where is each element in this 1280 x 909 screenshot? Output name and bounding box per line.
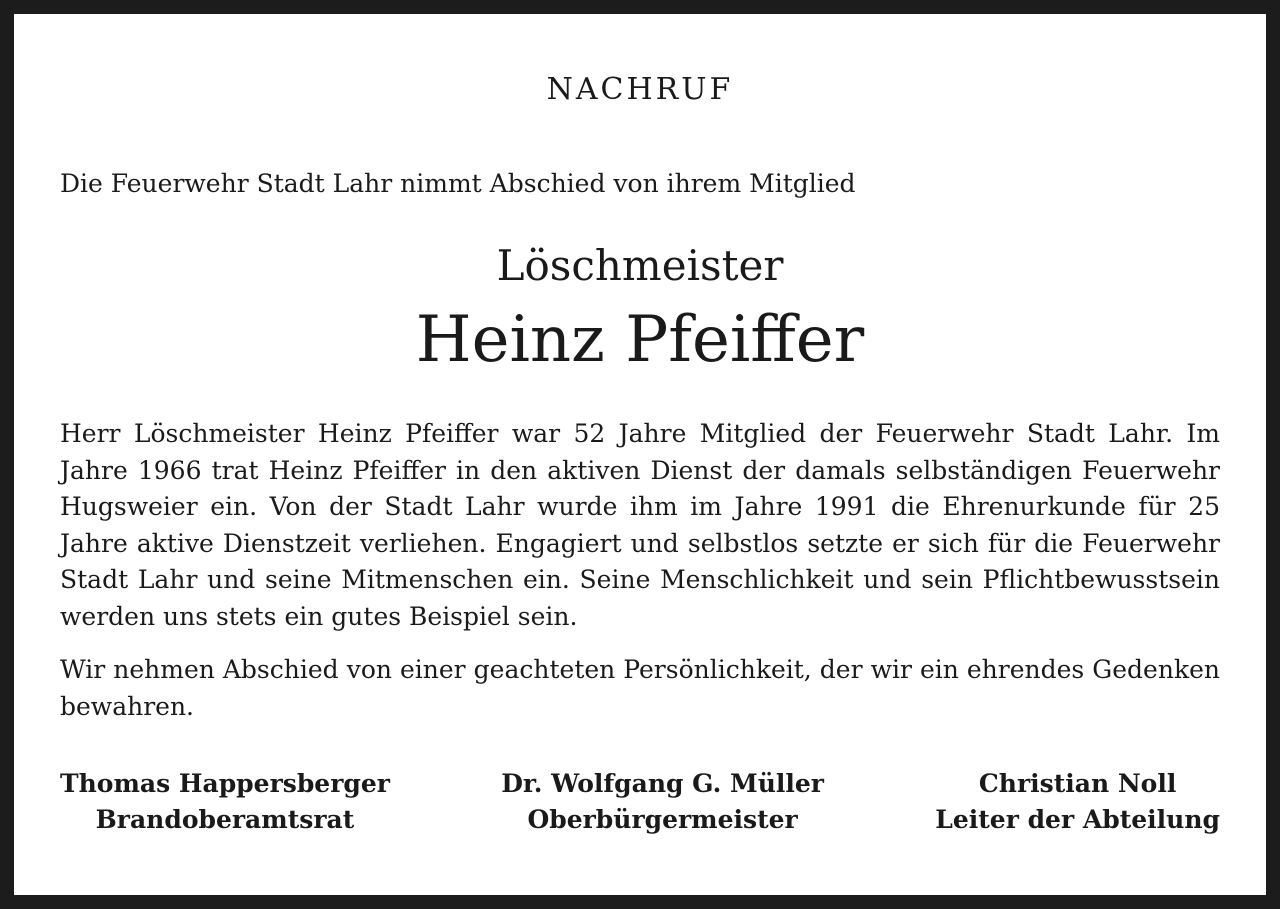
deceased-name: Heinz Pfeiffer — [415, 303, 865, 377]
tribute-paragraph: Herr Löschmeister Heinz Pfeiffer war 52 Jahre Mitglied der Feuerwehr Stadt Lahr. Im Jahre 1966 trat Heinz Pfeiffer in den aktiven Dienst der damals selbständigen Feuerwehr Hugsweier ein. Von der Stadt Lahr wurde ihm im Jahre 1991 die Ehrenurkunde für 25 Jahre aktive Dienstzeit verliehen. Engagiert und selbstlos setzte er sich für die Feuerwehr Stadt Lahr und seine Mitmenschen ein. Seine Menschlichkeit und sein Pflichtbewusstsein werden uns stets ein gutes Beispiel sein. — [60, 419, 1220, 631]
signatory-name: Christian Noll — [978, 769, 1177, 798]
signatory-3 — [935, 766, 1220, 838]
obituary-notice — [14, 14, 1266, 895]
signatory-name: Thomas Happersberger — [60, 769, 390, 798]
signatory-title: Brandoberamtsrat — [95, 805, 355, 834]
signatory-1 — [60, 766, 390, 838]
signature-block — [60, 766, 1220, 838]
signatory-title: Leiter der Abteilung — [935, 805, 1220, 834]
intro-line: Die Feuerwehr Stadt Lahr nimmt Abschied von ihrem Mitglied — [60, 169, 856, 198]
signatory-2 — [501, 766, 824, 838]
farewell-paragraph: Wir nehmen Abschied von einer geachteten Persönlichkeit, der wir ein ehrendes Gedenken bewahren. — [60, 655, 1220, 721]
deceased-rank: Löschmeister — [496, 241, 784, 290]
signatory-title: Oberbürgermeister — [527, 805, 798, 834]
notice-heading: NACHRUF — [546, 72, 734, 107]
signatory-name: Dr. Wolfgang G. Müller — [501, 769, 824, 798]
